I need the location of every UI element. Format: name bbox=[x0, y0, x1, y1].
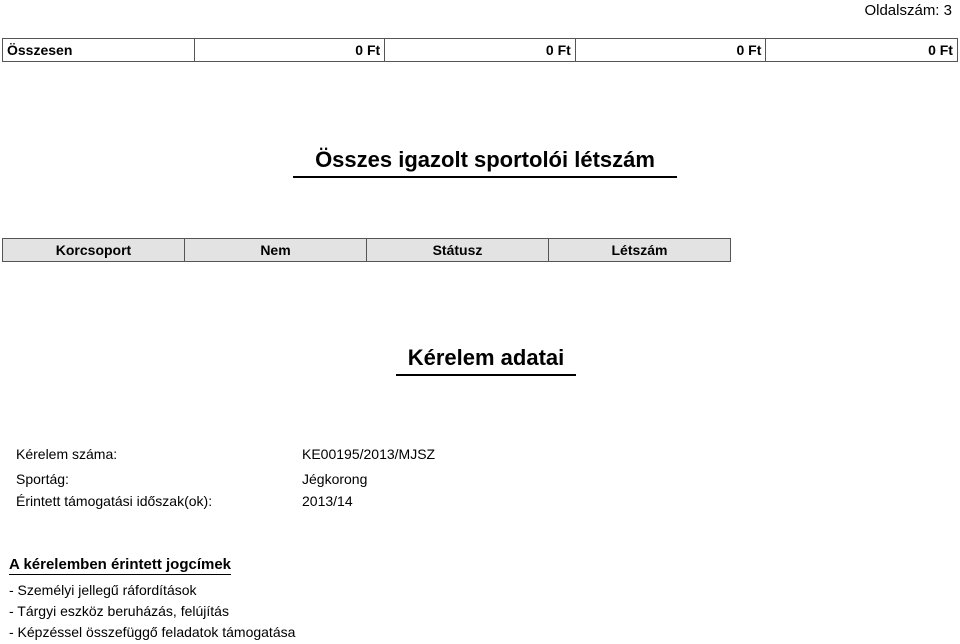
legal-titles-list bbox=[9, 580, 295, 643]
sport-row bbox=[16, 471, 367, 487]
page-number: Oldalszám: 3 bbox=[864, 2, 952, 19]
athlete-count-title: Összes igazolt sportolói létszám bbox=[293, 147, 677, 178]
sport-label: Sportág: bbox=[16, 471, 69, 487]
list-item: - Személyi jellegű ráfordítások bbox=[9, 582, 197, 598]
request-number-label: Kérelem száma: bbox=[16, 446, 118, 462]
request-data-title: Kérelem adatai bbox=[396, 345, 576, 376]
request-number-row bbox=[16, 446, 435, 462]
athlete-count-table-header bbox=[2, 238, 731, 262]
support-period-value: 2013/14 bbox=[302, 493, 353, 509]
list-item: - Képzéssel összefüggő feladatok támogatása bbox=[9, 624, 296, 640]
totals-amount: 0 Ft bbox=[195, 39, 386, 61]
column-header-status: Státusz bbox=[367, 239, 549, 261]
column-header-age-group: Korcsoport bbox=[3, 239, 185, 261]
totals-amount: 0 Ft bbox=[576, 39, 767, 61]
request-number-value: KE00195/2013/MJSZ bbox=[302, 446, 436, 462]
list-item: - Tárgyi eszköz beruházás, felújítás bbox=[9, 603, 229, 619]
support-period-row bbox=[16, 493, 353, 509]
totals-amount: 0 Ft bbox=[385, 39, 576, 61]
sport-value: Jégkorong bbox=[302, 471, 368, 487]
totals-row bbox=[2, 38, 958, 62]
column-header-count: Létszám bbox=[611, 242, 668, 258]
totals-amount: 0 Ft bbox=[928, 42, 953, 58]
column-header-gender: Nem bbox=[185, 239, 367, 261]
totals-label: Összesen bbox=[3, 39, 195, 61]
support-period-label: Érintett támogatási időszak(ok): bbox=[16, 493, 213, 509]
legal-titles-heading: A kérelemben érintett jogcímek bbox=[9, 556, 232, 573]
